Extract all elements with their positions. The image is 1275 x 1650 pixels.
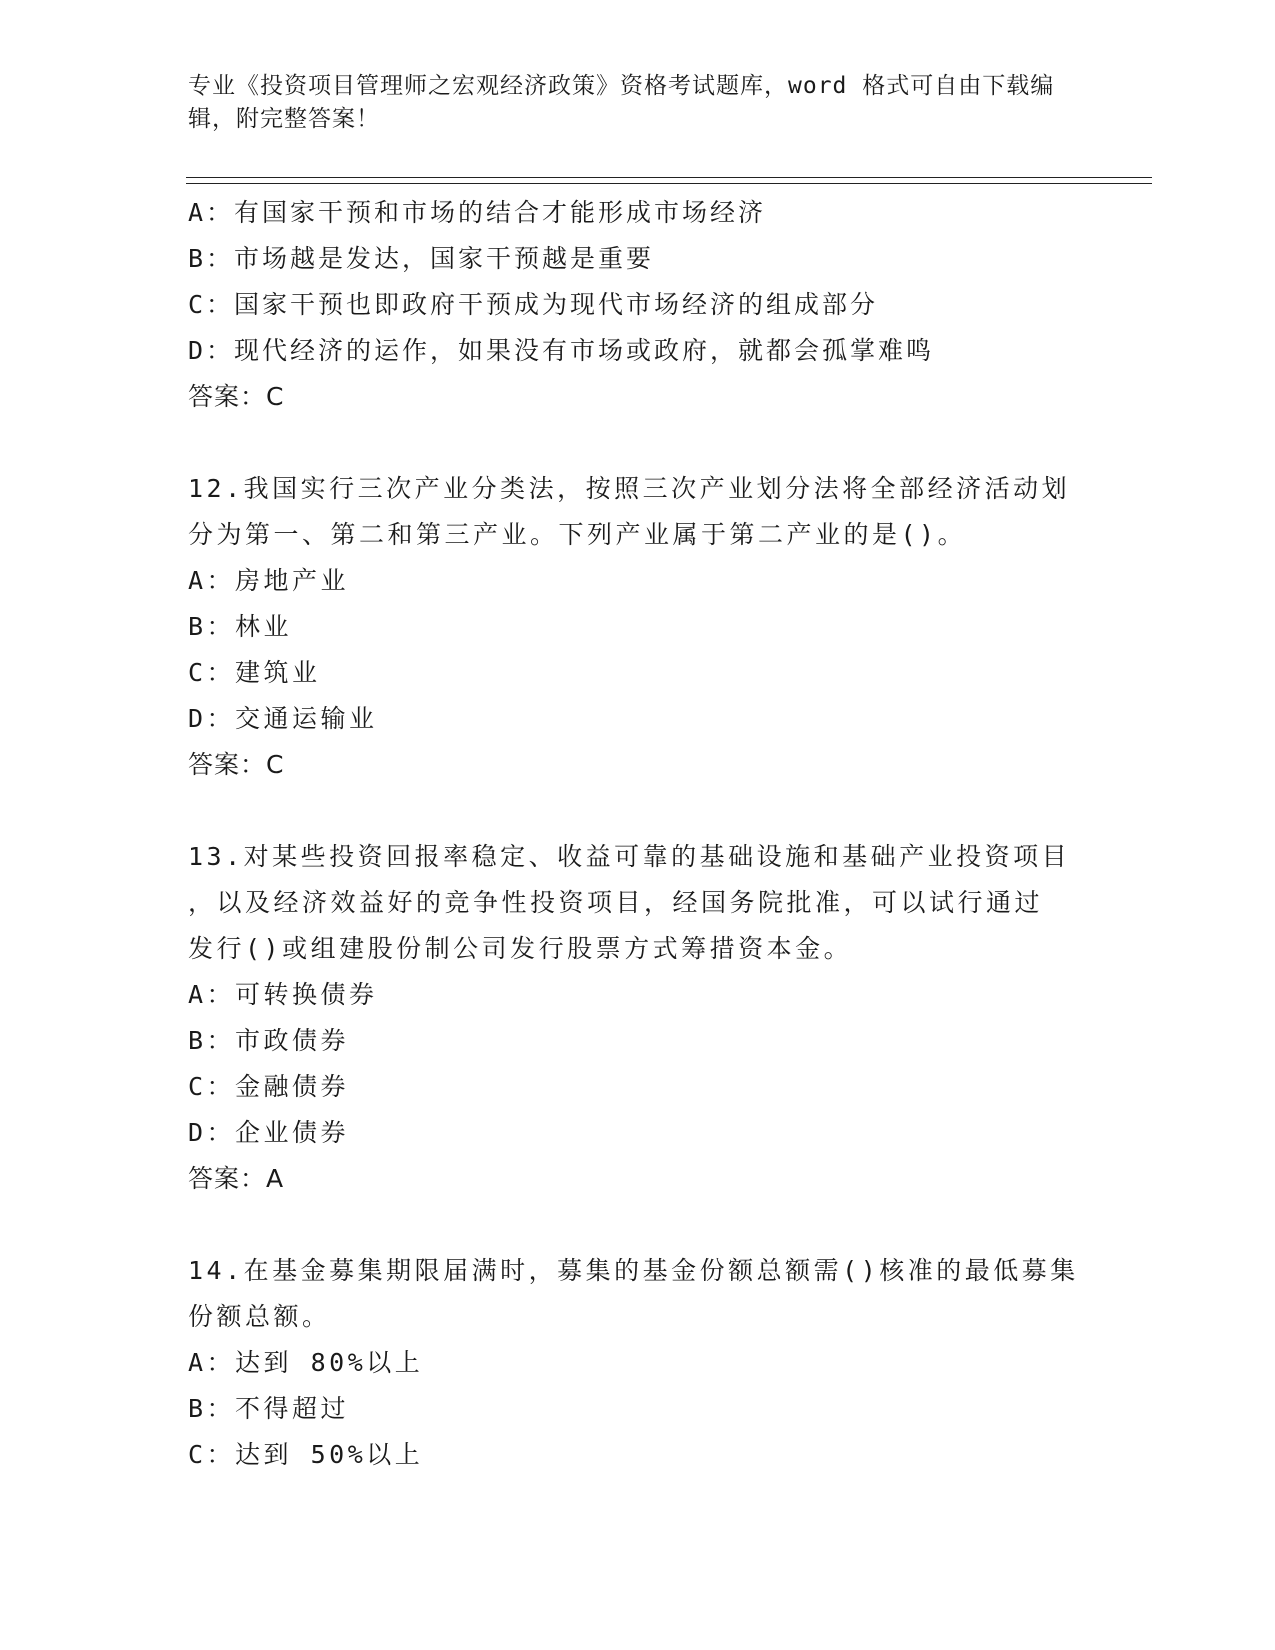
q14-option-b: B：不得超过	[188, 1394, 350, 1423]
q13-option-c: C：金融债券	[188, 1072, 350, 1101]
question-13	[188, 834, 1088, 1202]
spacer	[188, 420, 1088, 466]
q12-option-c: C：建筑业	[188, 658, 321, 687]
spacer	[188, 788, 1088, 834]
q14-stem-line-1: 14.在基金募集期限届满时，募集的基金份额总额需()核准的最低募集	[188, 1256, 1079, 1285]
q13-stem-line-3: 发行()或组建股份制公司发行股票方式筹措资本金。	[188, 934, 853, 963]
header-divider-top	[186, 177, 1152, 178]
q14-option-c: C：达到 50%以上	[188, 1440, 424, 1469]
q11-option-d: D：现代经济的运作，如果没有市场或政府，就都会孤掌难鸣	[188, 336, 935, 365]
q13-stem-line-2: ，以及经济效益好的竞争性投资项目，经国务院批准，可以试行通过	[188, 888, 1044, 917]
q12-option-a: A：房地产业	[188, 566, 350, 595]
q12-stem-line-2: 分为第一、第二和第三产业。下列产业属于第二产业的是()。	[188, 520, 967, 549]
header-divider-bottom	[186, 183, 1152, 184]
q11-option-a: A：有国家干预和市场的结合才能形成市场经济	[188, 198, 767, 227]
q12-stem-line-1: 12.我国实行三次产业分类法，按照三次产业划分法将全部经济活动划	[188, 474, 1071, 503]
header-line-2: 辑，附完整答案！	[188, 106, 380, 132]
header-line-1: 专业《投资项目管理师之宏观经济政策》资格考试题库，word 格式可自由下载编	[188, 73, 1055, 99]
question-11-block	[188, 190, 1088, 420]
q14-option-a: A：达到 80%以上	[188, 1348, 424, 1377]
q13-stem-line-1: 13.对某些投资回报率稳定、收益可靠的基础设施和基础产业投资项目	[188, 842, 1071, 871]
q12-answer: 答案：C	[188, 750, 285, 779]
q11-option-c: C：国家干预也即政府干预成为现代市场经济的组成部分	[188, 290, 879, 319]
q14-stem-line-2: 份额总额。	[188, 1302, 331, 1331]
q12-option-b: B：林业	[188, 612, 293, 641]
question-14	[188, 1248, 1088, 1478]
q13-option-d: D：企业债券	[188, 1118, 350, 1147]
spacer	[188, 1202, 1088, 1248]
q13-option-b: B：市政债券	[188, 1026, 350, 1055]
q13-option-a: A：可转换债券	[188, 980, 378, 1009]
document-header	[188, 70, 1068, 136]
q11-option-b: B：市场越是发达，国家干预越是重要	[188, 244, 655, 273]
question-12	[188, 466, 1088, 788]
q11-answer: 答案：C	[188, 382, 285, 411]
q12-option-d: D：交通运输业	[188, 704, 378, 733]
question-list	[188, 190, 1088, 1478]
q13-answer: 答案：A	[188, 1164, 285, 1193]
